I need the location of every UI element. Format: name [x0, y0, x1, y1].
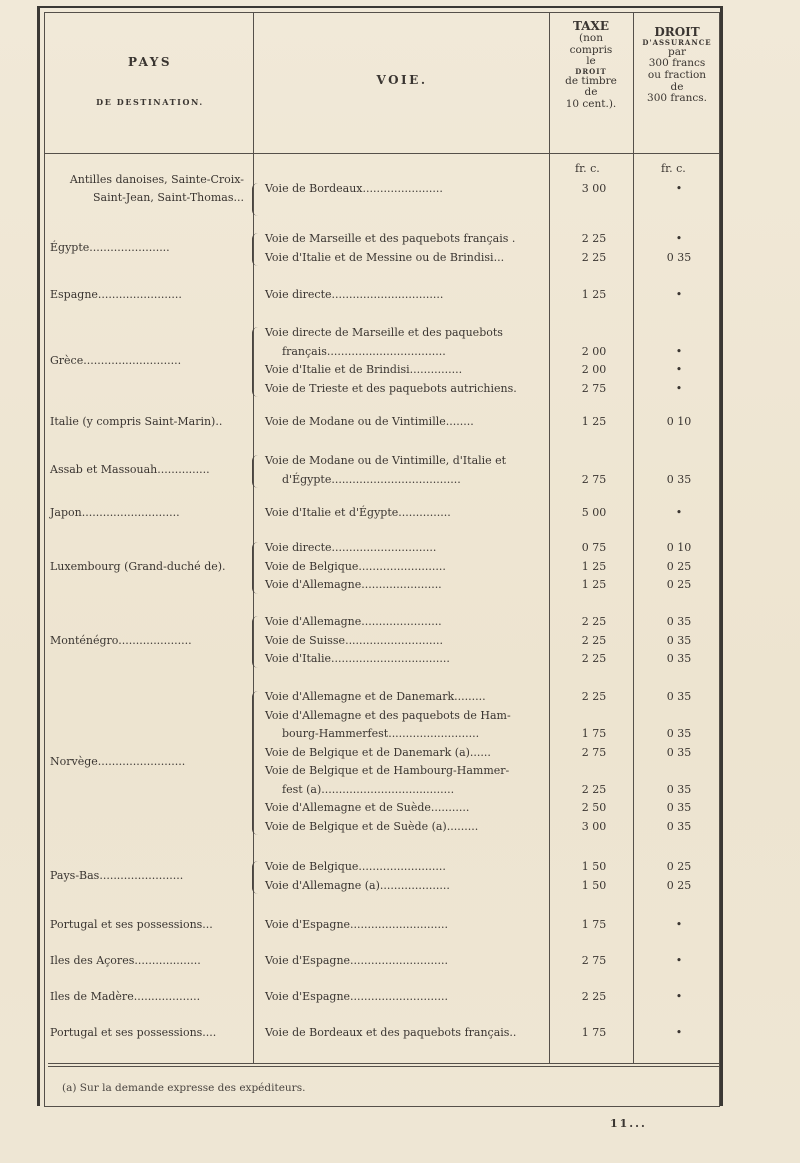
- brace-mark: [252, 233, 259, 266]
- header-rule: [44, 153, 720, 154]
- brace-mark: [252, 861, 259, 894]
- country-name: Iles de Madère...................: [50, 990, 201, 1003]
- header-taxe-line: le: [586, 55, 596, 68]
- route-text: Voie directe................................: [265, 288, 444, 301]
- header-taxe: [551, 20, 631, 110]
- droit-value: 0 35: [666, 250, 692, 264]
- header-taxe-line: DROIT: [575, 66, 607, 76]
- units-droit: fr. c.: [661, 162, 686, 175]
- taxe-value: 2 00: [581, 363, 607, 376]
- droit-value: 0 35: [666, 727, 692, 740]
- brace-mark: [252, 327, 259, 397]
- droit-value: 0 25: [666, 578, 692, 591]
- header-droit-line: de: [670, 80, 684, 93]
- taxe-value: 1 75: [581, 727, 607, 740]
- droit-value: •: [675, 954, 683, 967]
- country-name: Pays-Bas........................: [50, 869, 184, 883]
- taxe-value: 1 25: [581, 578, 607, 591]
- header-droit-line: ou fraction: [647, 68, 707, 81]
- header-droit-line: par: [667, 45, 686, 58]
- taxe-value: 1 75: [581, 1026, 607, 1039]
- route-text: Voie de Suisse............................: [265, 633, 443, 647]
- header-taxe-line: (non: [579, 32, 603, 45]
- taxe-value: 1 25: [581, 415, 607, 428]
- route-text: Voie d'Allemagne.......................: [265, 578, 442, 591]
- header-droit-line: DROIT: [654, 25, 700, 39]
- taxe-value: 2 25: [581, 615, 607, 628]
- droit-value: 0 35: [666, 633, 692, 647]
- header-taxe-line: de timbre: [565, 74, 617, 87]
- droit-value: •: [675, 381, 683, 395]
- bottom-rule-double: [48, 1066, 720, 1067]
- route-text: Voie de Modane ou de Vintimille, d'Italie et: [265, 454, 507, 467]
- route-text: Voie de Bordeaux.......................: [265, 182, 443, 195]
- brace-mark: [252, 616, 259, 668]
- droit-value: 0 35: [666, 819, 692, 833]
- country-name: Monténégro.....................: [50, 633, 192, 647]
- country-name: Norvège.........................: [50, 754, 186, 768]
- country-name: Iles des Açores...................: [50, 954, 201, 967]
- header-pays: PAYS: [127, 55, 173, 69]
- route-text: Voie d'Allemagne et de Danemark.........: [265, 690, 486, 703]
- route-text: Voie de Trieste et des paquebots autrichiens.: [265, 381, 517, 395]
- route-text: bourg-Hammerfest..........................: [282, 727, 480, 740]
- taxe-value: 2 50: [581, 801, 607, 814]
- droit-value: •: [675, 232, 683, 245]
- column-divider-taxe: [549, 12, 550, 1063]
- taxe-value: 2 25: [581, 250, 607, 264]
- route-text: Voie de Belgique et de Suède (a).........: [265, 819, 479, 833]
- route-text: Voie d'Italie..................................: [265, 652, 450, 665]
- header-droit-line: 300 francs.: [647, 92, 707, 105]
- page-number: 11...: [610, 1117, 647, 1130]
- droit-value: 0 35: [666, 801, 692, 814]
- taxe-value: 2 25: [581, 232, 607, 245]
- taxe-value: 2 75: [581, 954, 607, 967]
- route-text: Voie de Belgique et de Danemark (a)......: [265, 745, 491, 759]
- units-taxe: fr. c.: [575, 162, 600, 175]
- brace-mark: [252, 455, 259, 488]
- country-name: Assab et Massouah...............: [50, 463, 210, 477]
- route-text: Voie directe..............................: [265, 541, 437, 554]
- brace-mark: [252, 542, 259, 594]
- taxe-value: 2 75: [581, 745, 607, 759]
- route-text: Voie d'Allemagne et des paquebots de Ham-: [265, 708, 511, 722]
- route-text: fest (a)......................................: [282, 782, 455, 796]
- taxe-value: 2 75: [581, 381, 607, 395]
- route-text: Voie de Bordeaux et des paquebots français..: [265, 1026, 517, 1039]
- droit-value: •: [675, 990, 683, 1003]
- footnote: (a) Sur la demande expresse des expéditeurs.: [62, 1082, 306, 1094]
- header-taxe-line: TAXE: [572, 19, 610, 33]
- route-text: Voie de Belgique.........................: [265, 559, 446, 573]
- route-text: Voie d'Italie et de Messine ou de Brindisi...: [265, 250, 505, 264]
- header-droit-line: D'ASSURANCE: [642, 38, 712, 48]
- droit-value: •: [675, 363, 683, 376]
- route-text: Voie d'Allemagne et de Suède...........: [265, 801, 470, 814]
- country-name: Italie (y compris Saint-Marin)..: [50, 415, 223, 428]
- route-text: Voie d'Allemagne.......................: [265, 615, 442, 628]
- column-divider-droit: [633, 12, 634, 1063]
- taxe-value: 1 75: [581, 918, 607, 931]
- header-taxe-line: compris: [569, 43, 613, 56]
- droit-value: 0 25: [666, 860, 692, 873]
- header-droit-line: 300 francs: [648, 57, 706, 70]
- header-droit: [635, 26, 719, 105]
- country-name: Grèce............................: [50, 353, 182, 367]
- droit-value: •: [675, 506, 683, 519]
- country-name: Portugal et ses possessions...: [50, 918, 213, 931]
- taxe-value: 2 25: [581, 990, 607, 1003]
- country-name: Égypte.......................: [50, 241, 170, 255]
- country-name: Portugal et ses possessions....: [50, 1026, 217, 1039]
- column-divider-voie: [253, 12, 254, 1063]
- droit-value: 0 35: [666, 745, 692, 759]
- bottom-rule: [48, 1063, 720, 1064]
- brace-mark: [252, 691, 259, 835]
- taxe-value: 2 25: [581, 633, 607, 647]
- droit-value: 0 35: [666, 472, 692, 486]
- droit-value: 0 35: [666, 690, 692, 703]
- taxe-value: 1 25: [581, 288, 607, 301]
- route-text: Voie de Modane ou de Vintimille........: [265, 415, 474, 428]
- taxe-value: 2 75: [581, 472, 607, 486]
- country-name: Espagne........................: [50, 288, 182, 301]
- route-text: Voie de Marseille et des paquebots français .: [265, 232, 516, 245]
- header-destination: DE DESTINATION.: [96, 97, 204, 107]
- taxe-value: 2 25: [581, 652, 607, 665]
- taxe-value: 5 00: [581, 506, 607, 519]
- route-text: Voie d'Italie et de Brindisi...............: [265, 363, 463, 376]
- taxe-value: 2 25: [581, 782, 607, 796]
- route-text: Voie d'Espagne............................: [265, 954, 448, 967]
- route-text: français..................................: [282, 344, 446, 358]
- taxe-value: 3 00: [581, 819, 607, 833]
- country-name: Luxembourg (Grand-duché de).: [50, 559, 226, 573]
- droit-value: •: [675, 182, 683, 195]
- droit-value: •: [675, 288, 683, 301]
- droit-value: 0 10: [666, 541, 692, 554]
- droit-value: 0 25: [666, 559, 692, 573]
- taxe-value: 3 00: [581, 182, 607, 195]
- droit-value: •: [675, 1026, 683, 1039]
- route-text: Voie directe de Marseille et des paquebots: [265, 326, 503, 339]
- route-text: Voie d'Espagne............................: [265, 990, 448, 1003]
- taxe-value: 0 75: [581, 541, 607, 554]
- droit-value: 0 35: [666, 615, 692, 628]
- header-voie: VOIE.: [376, 73, 428, 87]
- taxe-value: 1 25: [581, 559, 607, 573]
- droit-value: 0 35: [666, 782, 692, 796]
- taxe-value: 2 00: [581, 344, 607, 358]
- route-text: Voie de Belgique.........................: [265, 860, 446, 873]
- droit-value: •: [675, 344, 683, 358]
- taxe-value: 1 50: [581, 860, 607, 873]
- country-name: Japon............................: [50, 506, 180, 519]
- route-text: Voie d'Italie et d'Égypte...............: [265, 506, 451, 519]
- taxe-value: 1 50: [581, 878, 607, 892]
- header-taxe-line: de: [584, 86, 598, 99]
- brace-mark: [252, 183, 259, 216]
- droit-value: •: [675, 918, 683, 931]
- country-name: Antilles danoises, Sainte-Croix-: [69, 172, 244, 186]
- route-text: d'Égypte.....................................: [282, 472, 461, 486]
- header-taxe-line: 10 cent.).: [565, 97, 617, 110]
- droit-value: 0 35: [666, 652, 692, 665]
- route-text: Voie d'Espagne............................: [265, 918, 448, 931]
- taxe-value: 2 25: [581, 690, 607, 703]
- droit-value: 0 10: [666, 415, 692, 428]
- route-text: Voie de Belgique et de Hambourg-Hammer-: [265, 764, 510, 777]
- country-name: Saint-Jean, Saint-Thomas...: [93, 191, 244, 205]
- droit-value: 0 25: [666, 878, 692, 892]
- route-text: Voie d'Allemagne (a)....................: [265, 878, 450, 892]
